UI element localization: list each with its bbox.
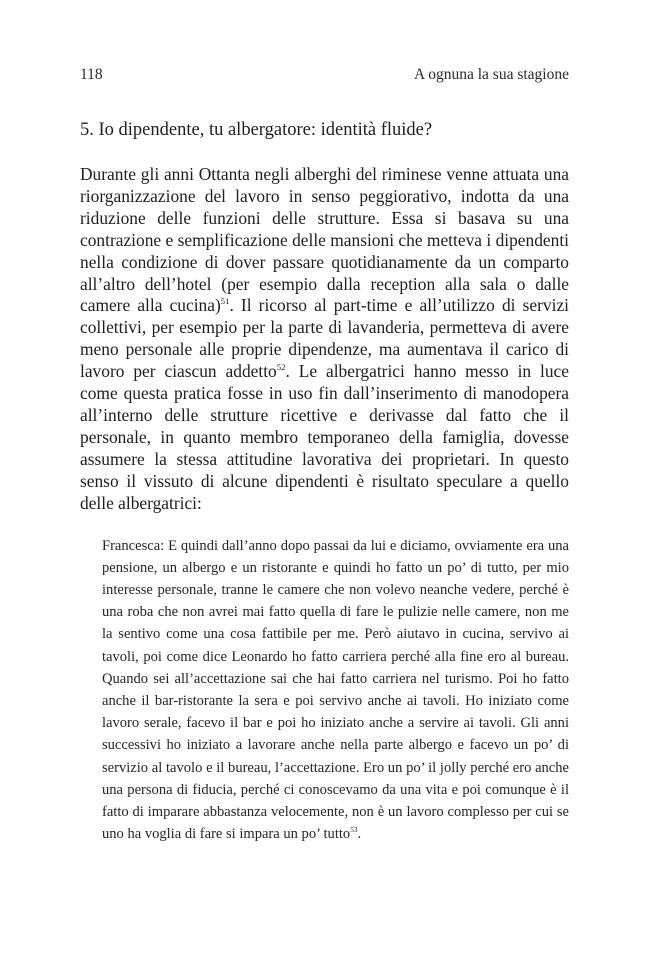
paragraph-text-2: . Il ricorso al part-time e all’utilizzo di servizi collettivi, per esempio per la parte di lavanderia, permetteva di avere meno personale alle proprie dipendenze, ma aumentava il carico di lavoro per ciascun addetto (80, 295, 569, 382)
book-page (80, 66, 569, 845)
quote-text: Francesca: E quindi dall’anno dopo passai da lui e diciamo, ovviamente era una pensione, un albergo e un ristorante e quindi ho fatto un po’ di tutto, per mio interesse personale, tranne le camere che non volevo neanche vedere, perché è una roba che non avrei mai fatto quella di fare le pulizie nelle camere, non me la sentivo come una cosa fattibile per me. Però aiutavo in cucina, servivo ai tavoli, poi come dice Leonardo ho fatto carriera perché alla fine ero al bureau. Quando sei all’accettazione sai che hai fatto carriera nel turismo. Poi ho fatto anche il bar-ristorante la sera e poi servivo anche ai tavoli. Ho iniziato come lavoro serale, facevo il bar e poi ho iniziato anche a servire ai tavoli. Gli anni successivi ho iniziato a lavorare anche nella parte albergo e facevo un po’ di servizio al tavolo e il bureau, l’accettazione. Ero un po’ il jolly perché ero anche una persona di fiducia, perché ci conoscevamo da una vita e poi comunque è il fatto di imparare abbastanza velocemente, non è un lavoro complesso per cui se uno ha voglia di fare si impara un po’ tutto (102, 537, 569, 843)
body-paragraph (80, 164, 569, 515)
quote-end: . (357, 826, 362, 843)
paragraph-text-1: Durante gli anni Ottanta negli alberghi del riminese venne attuata una riorganizzazione del lavoro in senso peggiorativo, indotta da una riduzione delle funzioni delle strutture. Essa si basava su una contrazione e semplificazione delle mansioni che metteva i dipendenti nella condizione di dover passare quotidianamente da un comparto all’altro dell’hotel (per esempio dalla reception alla sala o dalle camere alla cucina) (80, 164, 569, 316)
paragraph-text-3: . Le albergatrici hanno messo in luce come questa pratica fosse in uso fin dall’inserimento di manodopera all’interno delle strutture ricettive e derivasse dal fatto che il personale, in quanto membro temporaneo della famiglia, dovesse assumere la stessa attitudine lavorativa dei proprietari. In questo senso il vissuto di alcune dipendenti è risultato speculare a quello delle albergatrici: (80, 361, 569, 513)
interview-quote (102, 535, 569, 846)
footnote-ref-52[interactable]: 52 (276, 362, 286, 373)
running-title: A ognuna la sua stagione (414, 66, 569, 83)
section-heading: 5. Io dipendente, tu albergatore: identità fluide? (80, 120, 433, 140)
running-head (80, 66, 569, 84)
footnote-ref-53[interactable]: 53 (350, 826, 358, 835)
footnote-ref-51[interactable]: 51 (220, 296, 230, 307)
page-number: 118 (80, 66, 103, 83)
